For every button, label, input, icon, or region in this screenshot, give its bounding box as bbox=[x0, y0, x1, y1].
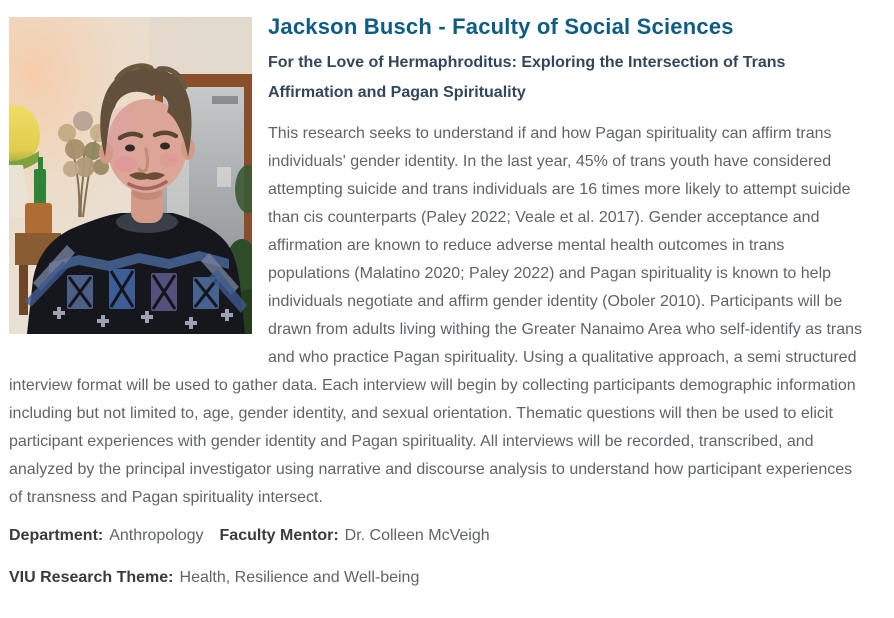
profile-photo bbox=[9, 17, 252, 334]
faculty-mentor-value: Dr. Colleen McVeigh bbox=[344, 527, 490, 544]
research-theme-label: VIU Research Theme: bbox=[9, 569, 174, 586]
department-mentor-row bbox=[9, 524, 868, 548]
department-label: Department: bbox=[9, 527, 104, 544]
page-title: Jackson Busch - Faculty of Social Sciences bbox=[268, 14, 734, 39]
project-abstract: This research seeks to understand if and how Pagan spirituality can affirm trans individuals' gender identity. In the last year, 45% of trans youth have considered attempting suicide and trans individuals are 16 times more likely to attempt suicide than cis counterparts (Paley 2022; Veale et al. 2017). Gender acceptance and affirmation are known to reduce adverse mental health outcomes in trans populations (Malatino 2020; Paley 2022) and Pagan spirituality is known to help individuals negotiate and affirm gender identity (Oboler 2010). Participants will be drawn from adults living withing the Greater Nanaimo Area who self-identify as trans and who practice Pagan spirituality. Using a qualitative approach, a semi structured interview format will be used to gather data. Each interview will begin by collecting participants demographic information including but not limited to, age, gender identity, and sexual orientation. Thematic questions will then be used to elicit participant experiences with gender identity and Pagan spirituality. All interviews will be recorded, transcribed, and analyzed by the principal investigator using narrative and discourse analysis to understand how participant experiences of transness and Pagan spirituality intersect. bbox=[9, 125, 863, 506]
project-title: For the Love of Hermaphroditus: Exploring the Intersection of Trans Affirmation and Pagan Spirituality bbox=[268, 54, 786, 101]
faculty-mentor-label: Faculty Mentor: bbox=[219, 527, 339, 544]
research-theme-row bbox=[9, 566, 868, 590]
research-theme-value: Health, Resilience and Well-being bbox=[179, 569, 420, 586]
department-value: Anthropology bbox=[109, 527, 204, 544]
portrait-photo-image bbox=[9, 17, 252, 334]
